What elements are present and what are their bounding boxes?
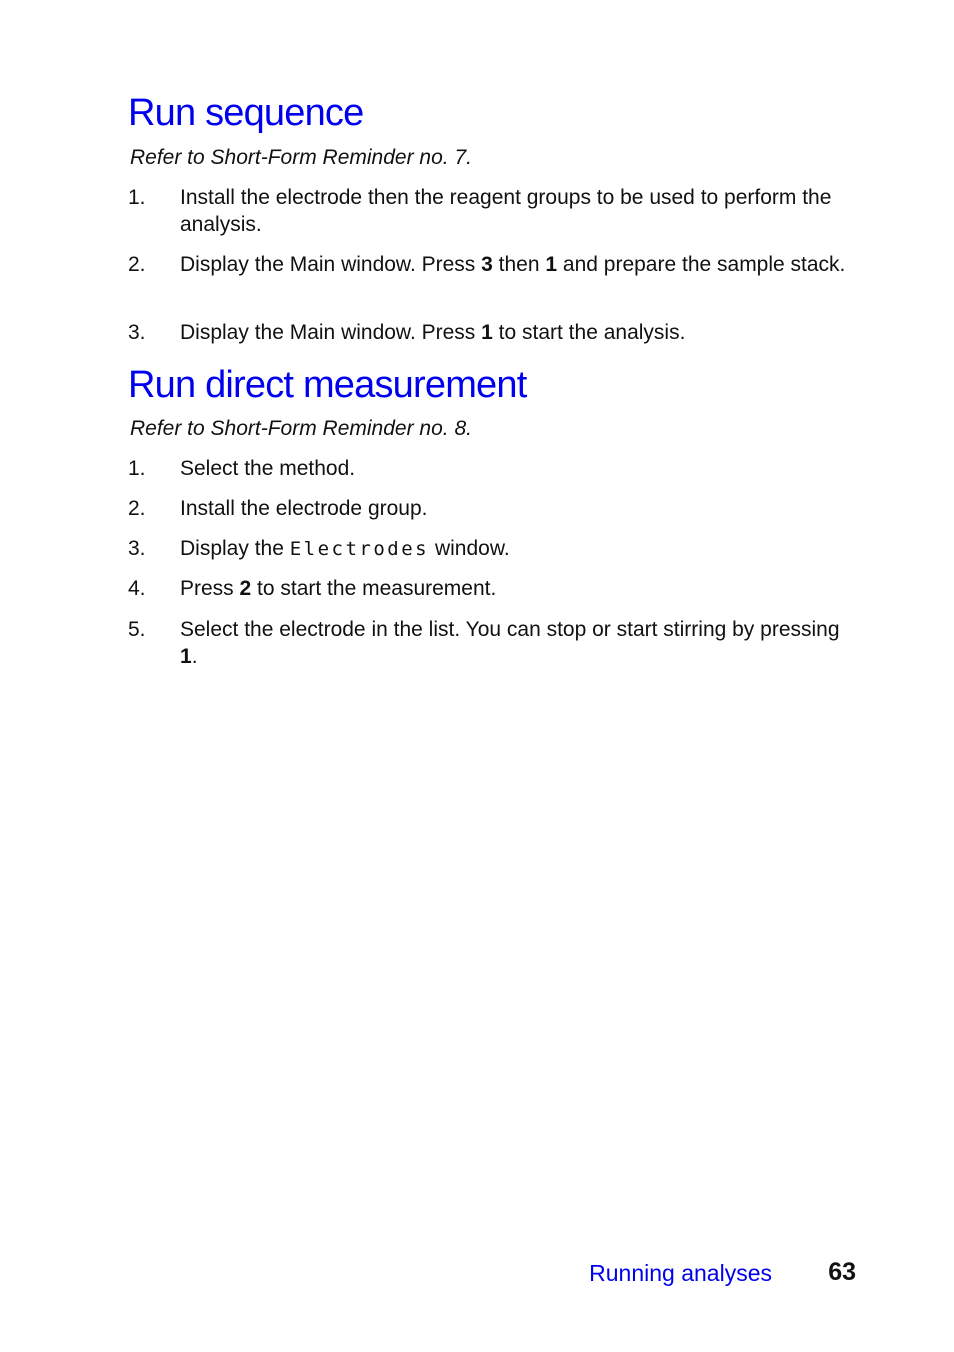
footer-section-name: Running analyses — [589, 1260, 772, 1286]
step-text: Display the Main window. Press 3 then 1 and prepare the sample stack. — [180, 253, 846, 276]
section-title-run-direct-measurement: Run direct measurement — [128, 364, 527, 406]
step-text: Select the method. — [180, 457, 356, 480]
step-number: 2. — [128, 253, 146, 276]
key-2: 2 — [239, 577, 252, 600]
step-number: 1. — [128, 186, 146, 209]
list-item — [128, 535, 848, 563]
key-1: 1 — [481, 321, 493, 344]
key-3: 3 — [481, 253, 493, 276]
list-item — [128, 495, 848, 522]
list-item — [128, 251, 848, 278]
list-item — [128, 184, 848, 238]
window-name: Electrodes — [289, 538, 430, 560]
step-text: Select the electrode in the list. You can stop or start stirring by pressing 1. — [180, 618, 840, 668]
key-1: 1 — [180, 645, 192, 668]
list-item — [128, 455, 848, 482]
page-number: 63 — [828, 1258, 856, 1286]
step-number: 4. — [128, 577, 146, 600]
step-number: 1. — [128, 457, 146, 480]
reminder-note: Refer to Short-Form Reminder no. 7. — [130, 146, 472, 169]
section-title-run-sequence: Run sequence — [128, 92, 364, 134]
list-item — [128, 319, 848, 346]
key-1: 1 — [545, 253, 558, 276]
step-text: Display the Main window. Press 1 to start the analysis. — [180, 321, 686, 344]
step-text: Install the electrode then the reagent groups to be used to perform the analysis. — [180, 186, 832, 236]
step-number: 3. — [128, 537, 146, 560]
step-text: Press 2 to start the measurement. — [180, 577, 497, 600]
step-number: 5. — [128, 618, 146, 641]
reminder-note: Refer to Short-Form Reminder no. 8. — [130, 417, 472, 440]
list-item — [128, 616, 848, 670]
step-text: Install the electrode group. — [180, 497, 428, 520]
step-number: 2. — [128, 497, 146, 520]
step-number: 3. — [128, 321, 146, 344]
step-text: Display the Electrodes window. — [180, 537, 510, 560]
list-item — [128, 575, 848, 602]
